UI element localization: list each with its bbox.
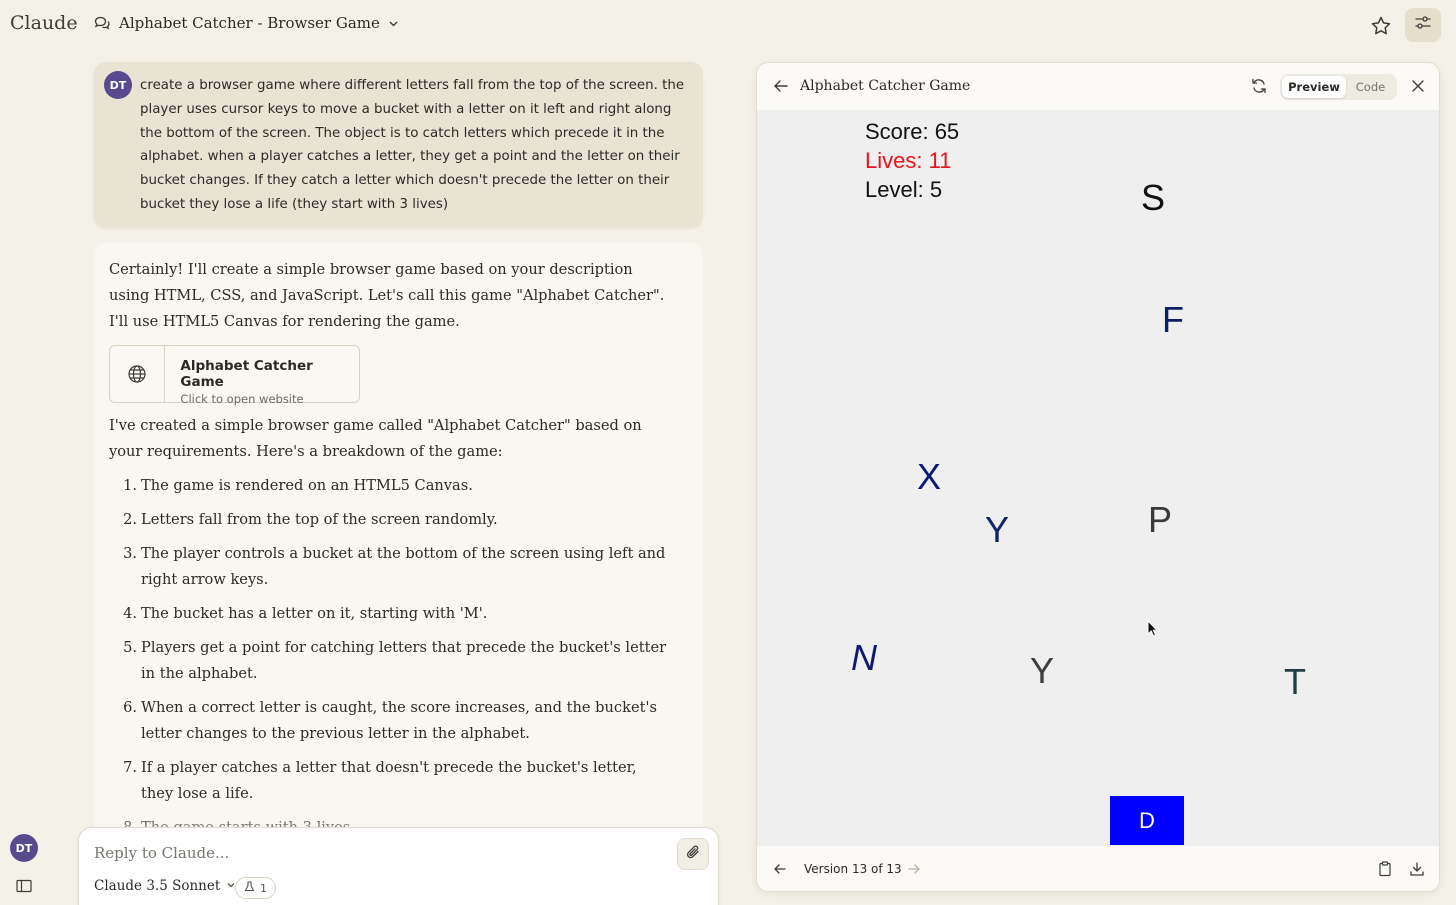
falling-letter: Y xyxy=(985,509,1010,550)
tab-preview[interactable]: Preview xyxy=(1282,76,1346,98)
claude-logo[interactable]: Claude xyxy=(10,12,78,34)
list-item-number: 7. xyxy=(123,759,137,776)
list-item-text: Letters fall from the top of the screen randomly. xyxy=(141,511,498,528)
download-icon[interactable] xyxy=(1408,860,1426,878)
user-avatar[interactable]: DT xyxy=(104,71,132,99)
close-icon[interactable] xyxy=(1408,76,1428,96)
artifact-card-title: Alphabet Catcher Game xyxy=(180,358,313,390)
falling-letter: P xyxy=(1148,499,1173,540)
star-icon[interactable] xyxy=(1369,14,1393,38)
list-item-text: The player controls a bucket at the bottom of the screen using left and right arrow keys. xyxy=(141,545,666,588)
preview-code-toggle xyxy=(1280,74,1397,100)
artifact-card[interactable] xyxy=(109,345,360,406)
artifact-panel-header xyxy=(757,63,1440,110)
chat-title-button[interactable] xyxy=(93,14,399,32)
beaker-badge[interactable] xyxy=(235,877,276,899)
sidebar-toggle-icon[interactable] xyxy=(14,876,34,896)
assistant-message xyxy=(94,243,703,843)
score-text: Score: 65 xyxy=(865,119,960,144)
top-bar xyxy=(0,0,1456,50)
tab-code[interactable]: Code xyxy=(1355,80,1386,94)
falling-letter: Y xyxy=(1030,650,1055,691)
reply-box xyxy=(78,827,719,905)
next-version-icon[interactable] xyxy=(905,860,923,878)
artifact-card-subtitle: Click to open website xyxy=(180,392,304,406)
paperclip-icon xyxy=(685,844,701,864)
artifact-panel-footer xyxy=(757,846,1440,892)
list-item xyxy=(109,507,669,533)
list-item-number: 6. xyxy=(123,699,137,716)
artifact-panel-title: Alphabet Catcher Game xyxy=(800,78,971,94)
chat-title: Alphabet Catcher - Browser Game xyxy=(119,14,380,32)
user-message-text: create a browser game where different letters fall from the top of the screen. the player uses cursor keys to move a bucket with a letter on it left and right along the bottom of the screen. The object is to catch letters which precede it in the alphabet. when a player catches a letter, they get a point and the letter on their bucket changes. If they catch a letter which doesn't precede the letter on their bucket they lose a life (they start with 3 lives) xyxy=(140,78,685,212)
falling-letter: F xyxy=(1162,299,1184,340)
version-label: Version 13 of 13 xyxy=(804,862,902,876)
attach-button[interactable] xyxy=(677,838,709,870)
falling-letter: X xyxy=(917,456,942,497)
lives-text: Lives: 11 xyxy=(865,148,952,173)
mouse-cursor-icon xyxy=(1147,620,1159,643)
list-item xyxy=(109,541,669,593)
list-item xyxy=(109,473,669,499)
list-item-number: 1. xyxy=(123,477,137,494)
assistant-intro-text: Certainly! I'll create a simple browser game based on your description using HTML, CSS, and JavaScript. Let's call this game "Alphabet Catcher". I'll use HTML5 Canvas for rendering the game. xyxy=(109,261,665,330)
assistant-feature-list xyxy=(109,473,669,843)
list-item-number: 4. xyxy=(123,605,137,622)
previous-version-icon[interactable] xyxy=(771,860,789,878)
list-item-number: 3. xyxy=(123,545,137,562)
player-bucket: D xyxy=(1110,796,1184,845)
beaker-badge-count: 1 xyxy=(260,881,267,895)
reply-input[interactable] xyxy=(94,844,654,862)
user-message xyxy=(94,62,703,227)
list-item-text: The bucket has a letter on it, starting with 'M'. xyxy=(141,605,488,622)
clipboard-icon[interactable] xyxy=(1376,860,1394,878)
falling-letter: S xyxy=(1141,177,1166,218)
list-item xyxy=(109,601,669,627)
list-item-text: When a correct letter is caught, the score increases, and the bucket's letter changes to the previous letter in the alphabet. xyxy=(141,699,657,742)
artifact-panel xyxy=(756,62,1440,892)
beaker-icon xyxy=(244,881,255,895)
sliders-icon xyxy=(1414,14,1432,36)
globe-icon xyxy=(110,346,165,402)
account-avatar[interactable]: DT xyxy=(10,834,38,862)
falling-letter: T xyxy=(1284,661,1306,702)
assistant-body-text: I've created a simple browser game called "Alphabet Catcher" based on your requirements. Here's a breakdown of the game: xyxy=(109,417,642,460)
list-item-number: 5. xyxy=(123,639,137,656)
level-text: Level: 5 xyxy=(865,177,943,202)
falling-letter: N xyxy=(851,637,877,678)
list-item-text: If a player catches a letter that doesn't precede the bucket's letter, they lose a life. xyxy=(141,759,637,802)
model-name: Claude 3.5 Sonnet xyxy=(94,878,221,894)
chat-bubbles-icon xyxy=(93,14,111,32)
list-item xyxy=(109,695,669,747)
list-item-text: The game is rendered on an HTML5 Canvas. xyxy=(141,477,473,494)
list-item-text: Players get a point for catching letters that precede the bucket's letter in the alphabet. xyxy=(141,639,667,682)
list-item xyxy=(109,635,669,687)
list-item xyxy=(109,755,669,807)
refresh-icon[interactable] xyxy=(1249,76,1269,96)
model-selector[interactable] xyxy=(94,878,236,894)
chevron-down-icon xyxy=(388,18,399,29)
settings-button[interactable] xyxy=(1405,8,1441,42)
back-arrow-icon[interactable] xyxy=(771,76,791,96)
list-item-number: 2. xyxy=(123,511,137,528)
game-canvas[interactable] xyxy=(757,110,1440,846)
